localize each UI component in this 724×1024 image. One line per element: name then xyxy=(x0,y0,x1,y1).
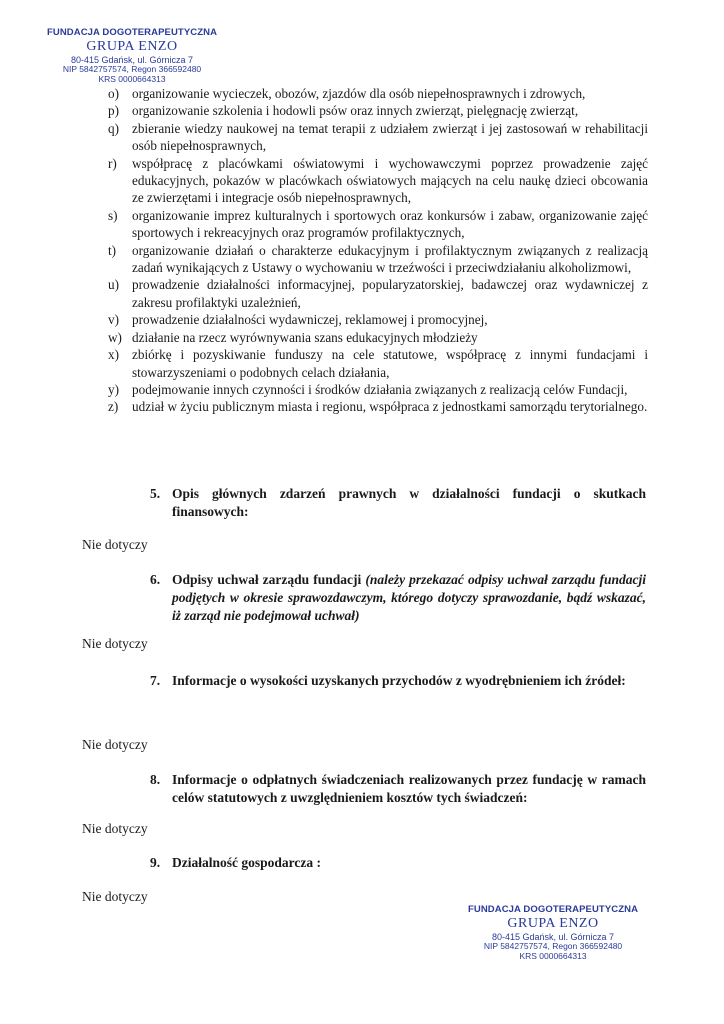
list-item-text: organizowanie wycieczek, obozów, zjazdów dla osób niepełnosprawnych i zdrowych, xyxy=(132,86,586,101)
list-marker: z) xyxy=(108,399,119,415)
list-marker: p) xyxy=(108,103,119,119)
section-number: 5. xyxy=(150,486,161,501)
section-number: 9. xyxy=(150,855,161,870)
section-5-heading xyxy=(150,485,646,521)
list-marker: q) xyxy=(108,120,119,136)
section-number: 7. xyxy=(150,673,161,688)
section-8-answer: Nie dotyczy xyxy=(82,821,148,836)
section-text: Opis głównych zdarzeń prawnych w działalności fundacji o skutkach finansowych: xyxy=(172,486,646,519)
stamp-krs: KRS 0000664313 xyxy=(519,951,587,962)
foundation-stamp-top xyxy=(38,28,226,85)
stamp-title: GRUPA ENZO xyxy=(507,915,599,931)
list-marker: v) xyxy=(108,312,119,328)
section-6-heading xyxy=(150,571,646,625)
stamp-address: 80-415 Gdańsk, ul. Górnicza 7 xyxy=(491,932,615,943)
list-item-text: organizowanie imprez kulturalnych i sportowych oraz konkursów i zabaw, organizowanie zajęć sportowych i rekreacyjnych oraz programów profilaktycznych, xyxy=(132,207,648,241)
list-item-text: prowadzenie działalności wydawniczej, reklamowej i promocyjnej, xyxy=(132,312,488,328)
section-note: (należy przekazać odpisy uchwał zarządu fundacji podjętych w okresie sprawozdawczym, którego dotyczy sprawozdanie, bądź wskazać, iż zarząd nie podejmował uchwał) xyxy=(172,572,646,623)
list-marker: s) xyxy=(108,207,118,223)
list-item-text: zbieranie wiedzy naukowej na temat terapii z udziałem zwierząt i jej zastosowań w rehabilitacji osób niepełnosprawnych, xyxy=(132,120,648,154)
list-item xyxy=(108,346,648,381)
stamp-title: GRUPA ENZO xyxy=(86,38,178,54)
list-marker: y) xyxy=(108,381,119,397)
list-marker: x) xyxy=(108,347,119,363)
list-item xyxy=(108,398,648,415)
list-item-text: prowadzenie działalności informacyjnej, popularyzatorskiej, badawczej oraz wydawniczej z zakresu profilaktyki uzależnień, xyxy=(132,277,648,310)
list-marker: u) xyxy=(108,277,119,293)
section-text: Informacje o odpłatnych świadczeniach realizowanych przez fundację w ramach celów statutowych z uwzględnieniem kosztów tych świadczeń: xyxy=(172,772,646,805)
list-marker: r) xyxy=(108,155,117,171)
list-item xyxy=(108,242,648,277)
section-9-answer: Nie dotyczy xyxy=(82,889,148,904)
section-6-answer: Nie dotyczy xyxy=(82,636,148,651)
list-item-text: działanie na rzecz wyrównywania szans edukacyjnych młodzieży xyxy=(132,329,478,345)
section-number: 8. xyxy=(150,772,161,787)
list-item xyxy=(108,311,648,328)
list-item-text: zbiórkę i pozyskiwanie funduszy na cele statutowe, współpracę z innymi fundacjami i stowarzyszeniami o podobnych celach działania, xyxy=(132,347,648,380)
list-item xyxy=(108,329,648,346)
section-text: Odpisy uchwał zarządu fundacji xyxy=(172,572,362,587)
stamp-name: FUNDACJA DOGOTERAPEUTYCZNA xyxy=(46,27,218,38)
section-8-heading xyxy=(150,771,646,807)
stamp-nip-regon: NIP 5842757574, Regon 366592480 xyxy=(62,64,202,75)
statutory-activities-list xyxy=(108,85,648,416)
list-item xyxy=(108,120,648,155)
foundation-stamp-bottom xyxy=(458,905,648,962)
section-7-answer: Nie dotyczy xyxy=(82,737,148,752)
section-7-heading xyxy=(150,672,646,690)
section-9-heading xyxy=(150,854,646,872)
list-item xyxy=(108,102,648,119)
list-item-text: udział w życiu publicznym miasta i regionu, współpraca z jednostkami samorządu terytorialnego. xyxy=(132,399,648,415)
list-item-text: organizowanie działań o charakterze edukacyjnym i profilaktycznym związanych z realizacją zadań wynikających z Ustawy o wychowaniu w trzeźwości i przeciwdziałaniu alkoholizmowi, xyxy=(132,242,648,276)
stamp-name: FUNDACJA DOGOTERAPEUTYCZNA xyxy=(467,904,639,915)
stamp-krs: KRS 0000664313 xyxy=(98,74,166,85)
section-text: Informacje o wysokości uzyskanych przychodów z wyodrębnieniem ich źródeł: xyxy=(172,673,626,688)
stamp-address: 80-415 Gdańsk, ul. Górnicza 7 xyxy=(70,55,194,66)
list-item-text: podejmowanie innych czynności i środków działania związanych z realizacją celów Fundacji, xyxy=(132,381,628,397)
section-text: Działalność gospodarcza : xyxy=(172,855,321,870)
list-item xyxy=(108,276,648,311)
section-number: 6. xyxy=(150,572,161,587)
list-item-text: organizowanie szkolenia i hodowli psów oraz innych zwierząt, pielęgnację zwierząt, xyxy=(132,103,579,119)
list-marker: w) xyxy=(108,329,122,345)
list-item-text: współpracę z placówkami oświatowymi i wychowawczymi poprzez prowadzenie zajęć edukacyjnych, pokazów w placówkach oświatowych mających na celu naukę dzieci obcowania ze zwierzętami i integracje osób niepełnosprawnych, xyxy=(132,155,648,206)
list-marker: t) xyxy=(108,242,117,258)
list-item xyxy=(108,381,648,398)
list-item xyxy=(108,155,648,207)
list-item xyxy=(108,207,648,242)
section-5-answer: Nie dotyczy xyxy=(82,537,148,552)
stamp-nip-regon: NIP 5842757574, Regon 366592480 xyxy=(483,941,623,952)
list-item xyxy=(108,85,648,102)
list-marker: o) xyxy=(108,86,119,101)
